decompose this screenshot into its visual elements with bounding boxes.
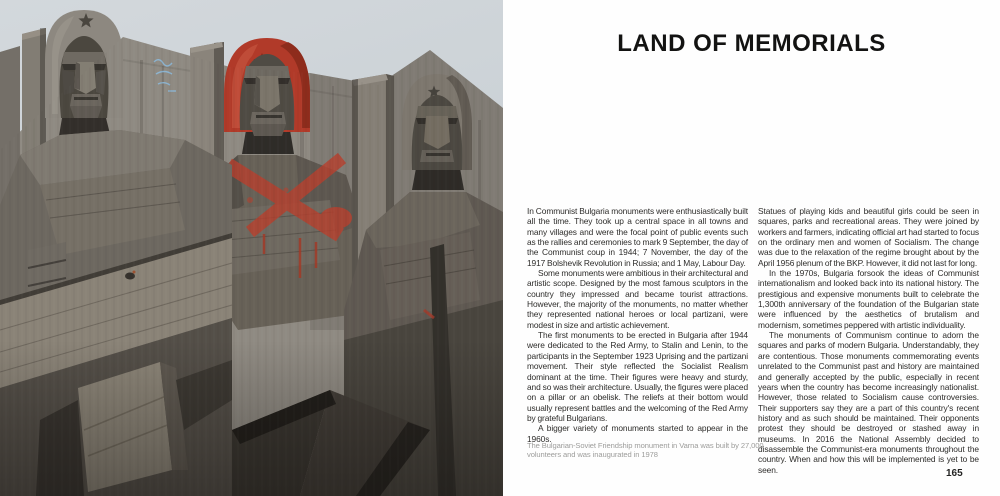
paragraph: The monuments of Communism continue to adorn the squares and parks of modern Bulgaria. Understandably, they are contentious. Those monuments commemorating events unrelated to the Communist past and history are maintained and generally accepted by the public, especially in recent years when the country has become increasingly nationalist. However, those related to Socialism cause controversies. Their supporters say they are a part of this country's recent history and as such should be maintained. Their opponents protest they should be destroyed or stashed away in museums. In 2016 the National Assembly decided to disassemble the Communist-era monuments throughout the country. When and how this will be implemented is yet to be seen.	[758, 330, 979, 475]
photo-caption: The Bulgarian-Soviet Friendship monument in Varna was built by 27,000 volunteers and was inaugurated in 1978	[527, 441, 764, 460]
chapter-title: LAND OF MEMORIALS	[617, 30, 886, 57]
paragraph: The first monuments to be erected in Bulgaria after 1944 were dedicated to the Red Army, to Stalin and Lenin, to the participants in the September 1923 Uprising and the partizani movement. Their style reflected the Socialist Realism dominant at the time. Their figures were heavy and sturdy, and so was their architecture. Usually, the figures were placed on a pillar or an obelisk. The reliefs at their bottom would usually represent battles and the welcoming of the Red Army by grateful Bulgarians.	[527, 330, 748, 423]
paragraph: A bigger variety of monuments started to appear in the 1960s.	[527, 423, 748, 444]
bottom-shadow	[0, 340, 503, 496]
column-right	[758, 206, 979, 475]
paragraph: In the 1970s, Bulgaria forsook the ideas of Communist internationalism and looked back into its national history. The prestigious and expensive monuments built to celebrate the 1,300th anniversary of the foundation of the Bulgarian state were influenced by the aesthetics of brutalism and modernism, sometimes peppered with artistic individuality.	[758, 268, 979, 330]
column-left	[527, 206, 748, 475]
right-page	[503, 0, 1000, 496]
paragraph: In Communist Bulgaria monuments were enthusiastically built all the time. They took up a central space in all towns and many villages and were the focal point of public events such as the rallies and ceremonies to mark 9 September, the day of the Communist coup in 1944; 7 November, the day of the 1917 Bolshevik Revolution in Russia; and 1 May, Labour Day.	[527, 206, 748, 268]
page-number: 165	[946, 468, 963, 479]
paragraph: Some monuments were ambitious in their architectural and artistic scope. Designed by the most famous sculptors in the country they impressed and became tourist attractions. However, the majority of the monuments, no matter whether they represented national heroes or local partizani, were modest in size and artistic achievement.	[527, 268, 748, 330]
article-columns	[527, 206, 979, 475]
paragraph: Statues of playing kids and beautiful girls could be seen in squares, parks and recreational areas. They were joined by workers and farmers, indicating official art had started to focus on the ordinary men and women of Socialism. The change was due to the relaxation of the regime brought about by the April 1956 plenum of the BKP. However, it did not last for long.	[758, 206, 979, 268]
